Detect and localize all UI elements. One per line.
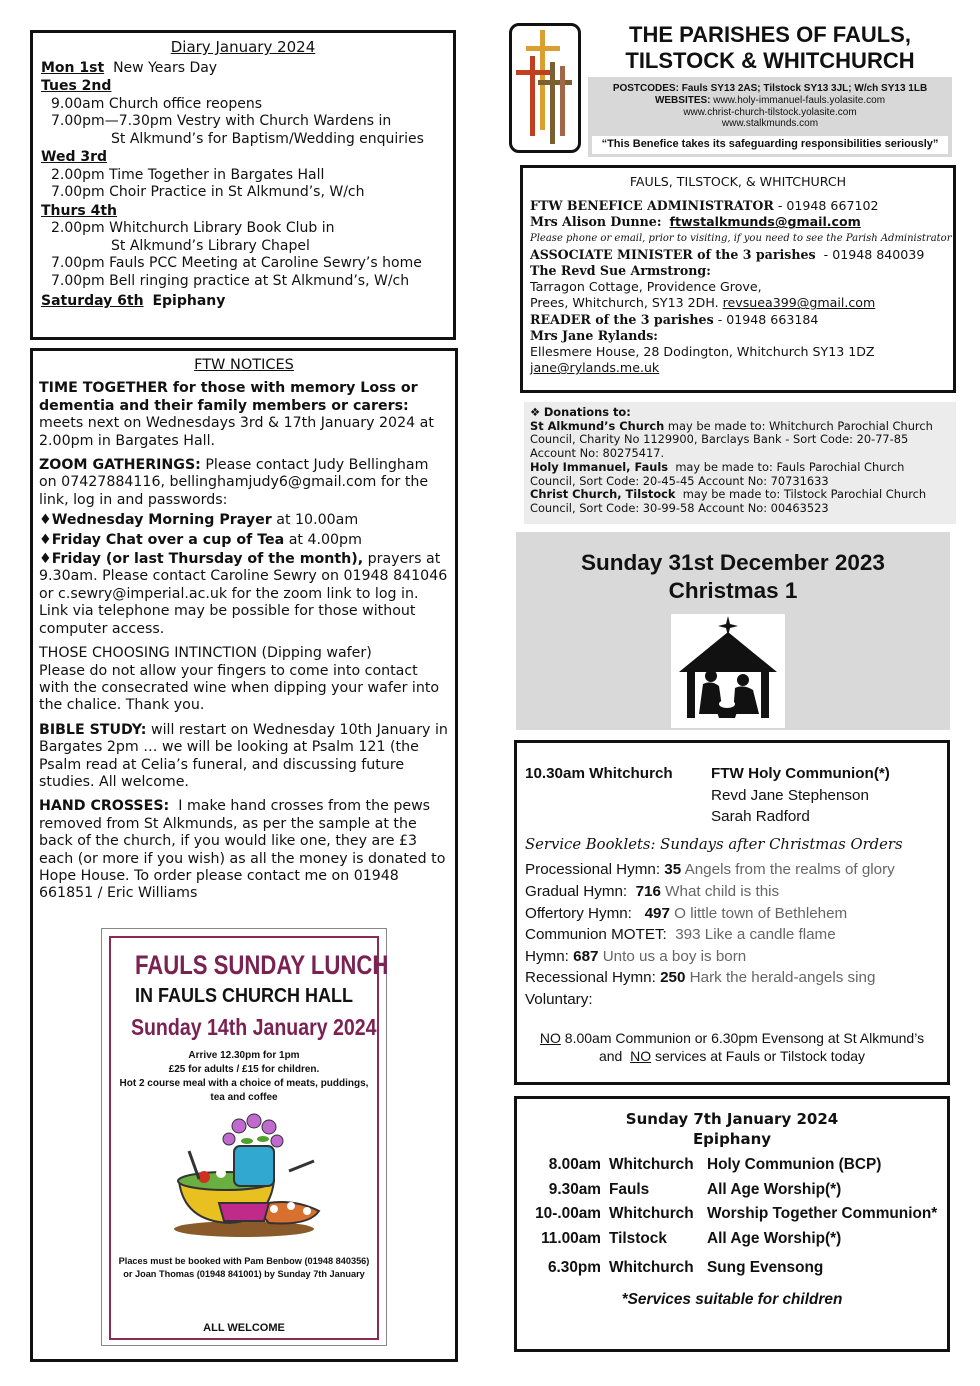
minister-name: The Revd Sue Armstrong: (530, 263, 711, 279)
voluntary-line: Voluntary: (525, 990, 593, 1008)
poster-title: FAULS SUNDAY LUNCH (134, 950, 389, 980)
schedule-row: 11.00am Tilstock All Age Worship(*) (541, 1229, 842, 1247)
sunday-7-name: Epiphany (692, 1130, 772, 1148)
notice-intinction: THOSE CHOOSING INTINCTION (Dipping wafer) Please do not allow your fingers to come into contact with the consecrated wine when dipping your wafer into the chalice. Thank you. (39, 645, 440, 714)
hymn-line: Communion MOTET: 393 Like a candle flame (525, 926, 836, 944)
notice-zoom: ZOOM GATHERINGS: Please contact Judy Bellingham on 07427884116, bellinghamjudy6@gmail.com for the link, log in and passwords: (39, 457, 429, 508)
websites: WEBSITES: www.holy-immanuel-fauls.yolasite.com (654, 94, 886, 106)
diary-day-thu: Thurs 4th (41, 202, 117, 219)
diary-entry: 2.00pm Whitchurch Library Book Club in (51, 220, 335, 236)
diary-box (30, 30, 456, 340)
hymn-line: Offertory Hymn: 497 O little town of Bethlehem (525, 904, 848, 922)
postcodes: POSTCODES: Fauls SY13 2AS; Tilstock SY13 3JL; W/ch SY13 1LB (612, 83, 928, 94)
hymn-line: Gradual Hymn: 716 What child is this (525, 882, 780, 900)
poster-venue: IN FAULS CHURCH HALL (135, 985, 353, 1007)
hymn-line: Recessional Hymn: 250 Hark the herald-angels sing (525, 969, 876, 987)
services-box (514, 740, 950, 1085)
schedule-row: 9.30am Fauls All Age Worship(*) (548, 1180, 842, 1198)
poster-frame (109, 936, 389, 1340)
children-note: *Services suitable for children (621, 1290, 843, 1308)
diamond-bullet-icon: ♦ (39, 512, 52, 529)
sunday-7-box (514, 1096, 950, 1352)
diary-day-mon: Mon 1st New Years Day (41, 59, 218, 76)
reader-name: Mrs Jane Rylands: (530, 327, 658, 343)
minister-address-2: Prees, Whitchurch, SY13 2DH. revsuea399@gmail.com (530, 295, 876, 311)
donation-entry: St Alkmund’s Church may be made to: Whitchurch Parochial Church Council, Charity No 1129900, Barclays Bank - Sort Code: 20-77-85 Account No: 80275417. (530, 418, 933, 461)
diary-title: Diary January 2024 (170, 38, 316, 56)
hymn-line: Hymn: 687 Unto us a boy is born (525, 947, 747, 965)
donation-entry: Holy Immanuel, Fauls may be made to: Fauls Parochial Church Council, Sort Code: 20-45-45 Account No: 70731633 (530, 459, 905, 488)
minister-name: Sarah Radford (711, 808, 810, 826)
poster-booking: Places must be booked with Pam Benbow (01948 840356) or Joan Thomas (01948 841001) by Sunday 7th January (118, 1256, 370, 1279)
hymn-line: Processional Hymn: 35 Angels from the realms of glory (525, 861, 895, 879)
diary-entry: 7.00pm—7.30pm Vestry with Church Wardens in (51, 113, 392, 129)
website-link[interactable]: www.holy-immanuel-fauls.yolasite.com (713, 94, 886, 106)
diamond-bullet-icon: ♦ (39, 531, 52, 548)
poster-date: Sunday 14th January 2024 (130, 1014, 377, 1040)
diary-entry: 2.00pm Time Together in Bargates Hall (51, 166, 325, 183)
poster-welcome: ALL WELCOME (203, 1322, 285, 1334)
diary-entry: 7.00pm Fauls PCC Meeting at Caroline Sewry’s home (51, 255, 422, 271)
donation-entry: Christ Church, Tilstock may be made to: Tilstock Parochial Church Council, Sort Code: 30-99-58 Account No: 00463523 (530, 487, 927, 515)
parish-title: THE PARISHES OF FAULS, TILSTOCK & WHITCHURCH (625, 22, 915, 73)
sunday-31-date: Sunday 31st December 2023 (581, 550, 885, 575)
postcodes-panel (588, 77, 952, 157)
admin-name-line: Mrs Alison Dunne: ftwstalkmunds@gmail.com (530, 214, 861, 230)
poster-details: Arrive 12.30pm for 1pm £25 for adults / £15 for children. Hot 2 course meal with a choice of meats, puddings, tea and coffee (119, 1050, 369, 1103)
schedule-row: 8.00am Whitchurch Holy Communion (BCP) (548, 1156, 882, 1173)
diary-entry: 7.00pm Choir Practice in St Alkmund’s, W/ch (51, 184, 365, 200)
contacts-box (520, 165, 956, 393)
food-illustration-icon (159, 1111, 329, 1241)
donations-heading: ❖ Donations to: (530, 405, 631, 419)
admin-line: FTW BENEFICE ADMINISTRATOR - 01948 667102 (530, 198, 879, 214)
minister-address: Tarragon Cottage, Providence Grove, (530, 279, 762, 295)
crosses-logo (509, 23, 581, 153)
diary-entry-continued: St Alkmund’s Library Chapel (111, 237, 310, 254)
sunday-31-panel (516, 532, 950, 730)
website-link[interactable]: www.stalkmunds.com (721, 118, 819, 130)
contacts-heading: FAULS, TILSTOCK, & WHITCHURCH (629, 174, 847, 189)
service-row: 10.30am Whitchurch FTW Holy Communion(*) (525, 765, 890, 782)
diamond-star-icon: ❖ (530, 405, 541, 419)
zoom-bullet: ♦Friday Chat over a cup of Tea at 4.00pm (39, 531, 362, 548)
minister-name: Revd Jane Stephenson (711, 786, 869, 804)
schedule-row: 10-.00am Whitchurch Worship Together Communion* (535, 1205, 938, 1222)
schedule-row: 6.30pm Whitchurch Sung Evensong (547, 1259, 824, 1276)
website-link[interactable]: www.christ-church-tilstock.yolasite.com (683, 106, 857, 118)
sunday-31-name: Christmas 1 (668, 578, 798, 603)
sunday-lunch-poster (101, 928, 387, 1346)
diary-day-sat: Saturday 6th Epiphany (41, 293, 226, 309)
no-services-note: NO 8.00am Communion or 6.30pm Evensong at St Alkmund’s and NO services at Fauls or Tilstock today (539, 1029, 925, 1064)
notice-time-together: TIME TOGETHER for those with memory Loss or dementia and their family members or carers: meets next on Wednesdays 3rd & 17th January 2024 at 2.00pm in Bargates Hall. (39, 380, 434, 449)
diary-entry: 7.00pm Bell ringing practice at St Alkmund’s, W/ch (51, 272, 410, 289)
donations-panel (524, 402, 956, 524)
minister-line: ASSOCIATE MINISTER of the 3 parishes - 01948 840039 (530, 246, 925, 262)
notices-title: FTW NOTICES (194, 357, 294, 373)
diary-entry-continued: St Alkmund’s for Baptism/Wedding enquiries (111, 130, 424, 147)
zoom-bullet: ♦Wednesday Morning Prayer at 10.00am (39, 512, 359, 529)
crosses-icon (512, 26, 578, 150)
reader-email-link[interactable]: jane@rylands.me.uk (530, 360, 660, 376)
diary-day-wed: Wed 3rd (41, 149, 108, 165)
diary-day-tue: Tues 2nd (41, 78, 112, 94)
service-booklets: Service Booklets: Sundays after Christmas Orders (525, 835, 903, 853)
notice-hand-crosses: HAND CROSSES: I make hand crosses from the pews removed from St Alkmunds, as per the sample at the back of the church, if you would like one, they are £3 each (or more if you wish) as all the money is donated to Hope House. To order please contact me on 01948 661851 / Eric Williams (39, 798, 446, 902)
diamond-bullet-icon: ♦ (39, 551, 52, 568)
admin-email-link[interactable]: ftwstalkmunds@gmail.com (669, 214, 861, 230)
minister-email-link[interactable]: revsuea399@gmail.com (722, 295, 876, 311)
zoom-bullet: ♦Friday (or last Thursday of the month), prayers at 9.30am. Please contact Caroline Sewry on 01948 841046 or c.sewry@imperial.ac.uk for the zoom link to log in. Link via telephone may be possible for those without computer access. (39, 551, 448, 637)
notice-bible-study: BIBLE STUDY: will restart on Wednesday 10th January in Bargates 2pm … we will be looking at Psalm 121 (the Psalm read at Celia’s funeral, and discussing future studies. All welcome. (39, 721, 448, 790)
diary-entry: 9.00am Church office reopens (51, 95, 262, 112)
sunday-7-date: Sunday 7th January 2024 (625, 1110, 839, 1128)
reader-line: READER of the 3 parishes - 01948 663184 (530, 311, 819, 327)
reader-address: Ellesmere House, 28 Dodington, Whitchurch SY13 1DZ (530, 344, 875, 360)
nativity-icon (671, 614, 785, 728)
admin-note: Please phone or email, prior to visiting, if you need to see the Parish Administrator (530, 232, 952, 244)
safeguarding-quote: “This Benefice takes its safeguarding responsibilities seriously” (592, 136, 948, 154)
